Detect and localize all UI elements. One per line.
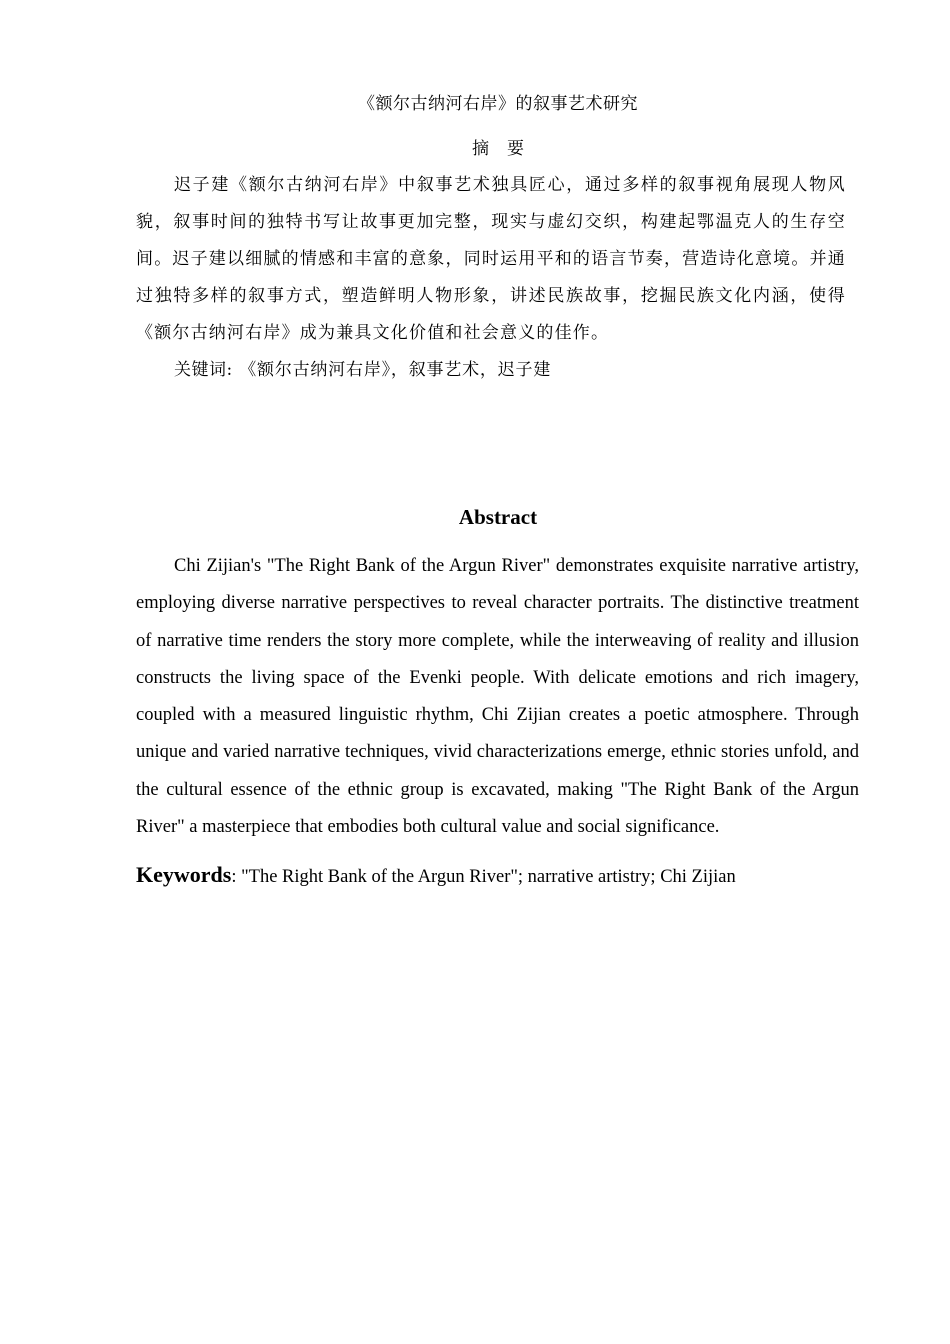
chinese-abstract-heading-char-2: 要 (507, 139, 524, 159)
chinese-keywords-label: 关键词 (174, 360, 227, 380)
chinese-keywords-separator: : (226, 360, 240, 380)
english-keywords (136, 860, 736, 892)
english-keywords-text: "The Right Bank of the Argun River"; narrative artistry; Chi Zijian (241, 867, 736, 887)
english-abstract-body: Chi Zijian's "The Right Bank of the Argun River" demonstrates exquisite narrative artistry, employing diverse narrative perspectives to reveal character portraits. The distinctive treatment of narrative time renders the story more complete, while the interweaving of reality and illusion constructs the living space of the Evenki people. With delicate emotions and rich imagery, coupled with a measured linguistic rhythm, Chi Zijian creates a poetic atmosphere. Through unique and varied narrative techniques, vivid characterizations emerge, ethnic stories unfold, and the cultural essence of the ethnic group is excavated, making "The Right Bank of the Argun River" a masterpiece that embodies both cultural value and social significance. (136, 556, 859, 838)
chinese-keywords-text: 《额尔古纳河右岸》，叙事艺术，迟子建 (239, 360, 552, 380)
chinese-abstract-heading (136, 137, 860, 161)
chinese-keywords (174, 357, 551, 383)
chinese-abstract-heading-char-1: 摘 (472, 139, 489, 159)
english-abstract-heading: Abstract (458, 505, 538, 529)
english-keywords-separator: : (231, 867, 242, 887)
chinese-title: 《额尔古纳河右岸》的叙事艺术研究 (358, 94, 638, 114)
english-keywords-label: Keywords (136, 862, 232, 887)
chinese-abstract-body: 迟子建《额尔古纳河右岸》中叙事艺术独具匠心，通过多样的叙事视角展现人物风貌，叙事时间的独特书写让故事更加完整，现实与虚幻交织，构建起鄂温克人的生存空间。迟子建以细腻的情感和丰富的意象，同时运用平和的语言节奏，营造诗化意境。并通过独特多样的叙事方式，塑造鲜明人物形象，讲述民族故事，挖掘民族文化内涵，使得《额尔古纳河右岸》成为兼具文化价值和社会意义的佳作。 (136, 175, 846, 343)
